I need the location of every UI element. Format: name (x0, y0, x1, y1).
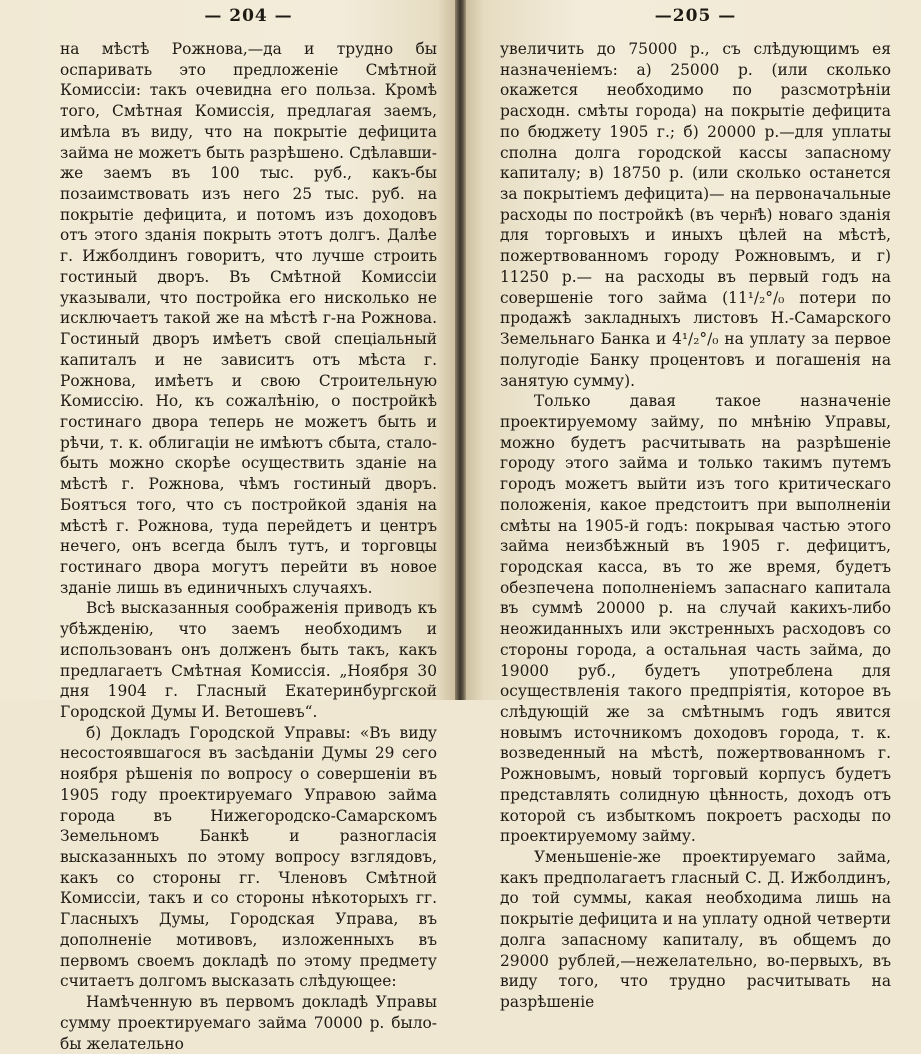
paragraph: Всѣ высказанныя соображенія приводъ къ убѣжденію, что заемъ необходимъ и использованъ онъ долженъ быть такъ, какъ предлагаетъ Смѣтная Комиссія. „Ноября 30 дня 1904 г. Гласный Екатеринбургской Городской Думы И. Ветошевъ“. (60, 599, 437, 721)
paragraph: Уменьшеніе-же проектируемаго займа, какъ предполагаетъ гласный С. Д. Ижболдинъ, до той суммы, какая необходима лишь на покрытіе дефицита и на уплату одной четверти долга запасному капиталу, въ общемъ до 29000 рублей,—нежелательно, во-первыхъ, въ виду того, что трудно расчитывать на разрѣшеніе (500, 848, 891, 1012)
right-page (466, 0, 921, 1012)
paragraph: б) Докладъ Городской Управы: «Въ виду несостоявшагося въ засѣданіи Думы 29 сего ноября рѣшенія по вопросу о совершеніи въ 1905 году проектируемаго Управою займа города въ Нижегородско-Самарскомъ Земельномъ Банкѣ и разногласія высказанныхъ по этому вопросу взглядовъ, какъ со стороны гг. Членовъ Смѣтной Комиссіи, такъ и со стороны нѣкоторыхъ гг. Гласныхъ Думы, Городская Управа, въ дополненіе мотивовъ, изложенныхъ въ первомъ своемъ докладѣ по этому предмету считаетъ долгомъ высказать слѣдующее: (60, 723, 437, 991)
left-page (0, 0, 455, 1053)
paragraph: на мѣстѣ Рожнова,—да и трудно бы оспаривать это предложеніе Смѣтной Комиссіи: такъ очевидна его польза. Кромѣ того, Смѣтная Комиссія, предлагая заемъ, имѣла въ виду, что на покрытіе дефицита займа не можетъ быть разрѣшено. Сдѣлавши-же заемъ въ 100 тыс. руб., какъ-бы позаимствовать изъ него 25 тыс. руб. на покрытіе дефицита, и потомъ изъ доходовъ отъ этого зданія покрыть этотъ долгъ. Далѣе г. Ижболдинъ говоритъ, что лучше строить гостиный дворъ. Въ Смѣтной Комиссіи указывали, что постройка его нисколько не исключаетъ такой же на мѣстѣ г-на Рожнова. Гостиный дворъ имѣетъ свой спеціальный капиталъ и не зависитъ отъ мѣста г. Рожнова, имѣетъ и свою Строительную Комиссію. Но, къ сожалѣнію, о постройкѣ гостинаго двора теперь не можетъ быть и рѣчи, т. к. облигаціи не имѣютъ сбыта, стало-быть можно скорѣе осуществить зданіе на мѣстѣ г. Рожнова, чѣмъ гостиный дворъ. Боятъся того, что съ постройкой зданія на мѣстѣ г. Рожнова, туда перейдетъ и центръ нечего, онъ всегда былъ тутъ, и торговцы гостинаго двора могутъ перейти въ новое зданіе лишь въ единичныхъ случаяхъ. (60, 40, 437, 597)
left-page-text (60, 39, 437, 1054)
left-page-number: — 204 — (204, 6, 293, 26)
paragraph: увеличить до 75000 р., съ слѣдующимъ ея назначеніемъ: а) 25000 р. (или сколько окажется необходимо по разсмотрѣніи расходн. смѣты города) на покрытіе дефицита по бюджету 1905 г.; б) 20000 р.—для уплаты сполна долга городской кассы запасному капиталу; в) 18750 р. (или сколько останется за покрытіемъ дефицита)— на первоначальные расходы по постройкѣ (въ черн҃ѣ) новаго зданія для торговыхъ и иныхъ цѣлей на мѣстѣ, пожертвованномъ городу Рожновымъ, и г) 11250 р.— на расходы въ первый годъ на совершеніе того займа (11¹/₂°/₀ потери по продажѣ закладныхъ листовъ Н.-Самарского Земельнаго Банка и 4¹/₂°/₀ на уплату за первое полугодіе Банку процентовъ и погашенія на занятую сумму). (500, 40, 891, 390)
right-page-text (500, 39, 891, 1013)
paragraph: Намѣченную въ первомъ докладѣ Управы сумму проектируемаго займа 70000 р. было-бы желательно (60, 993, 437, 1053)
book-gutter (455, 0, 466, 700)
right-page-number: —205 — (654, 6, 737, 26)
paragraph: Только давая такое назначеніе проектируемому займу, по мнѣнію Управы, можно будетъ расчитывать на разрѣшеніе городу этого займа и только такимъ путемъ городъ можетъ выйти изъ того критическаго положенія, какое предстоитъ при выполненіи смѣты на 1905-й годъ: покрывая частью этого займа неизбѣжный въ 1905 г. дефицитъ, городская касса, въ то же время, будетъ обезпечена пополненіемъ запаснаго капитала въ суммѣ 20000 р. на случай какихъ-либо неожиданныхъ или экстренныхъ расходовъ со стороны города, а остальная часть займа, до 19000 руб., будетъ употреблена для осуществленія такого предпріятія, которое въ слѣдующій же за смѣтнымъ годъ явится новымъ источникомъ доходовъ города, т. к. возведенный на мѣстѣ, пожертвованномъ г. Рожновымъ, новый торговый корпусъ будетъ представлять солидную цѣнность, доходъ отъ которой съ избыткомъ покроетъ расходы по проектируемому займу. (500, 392, 891, 846)
